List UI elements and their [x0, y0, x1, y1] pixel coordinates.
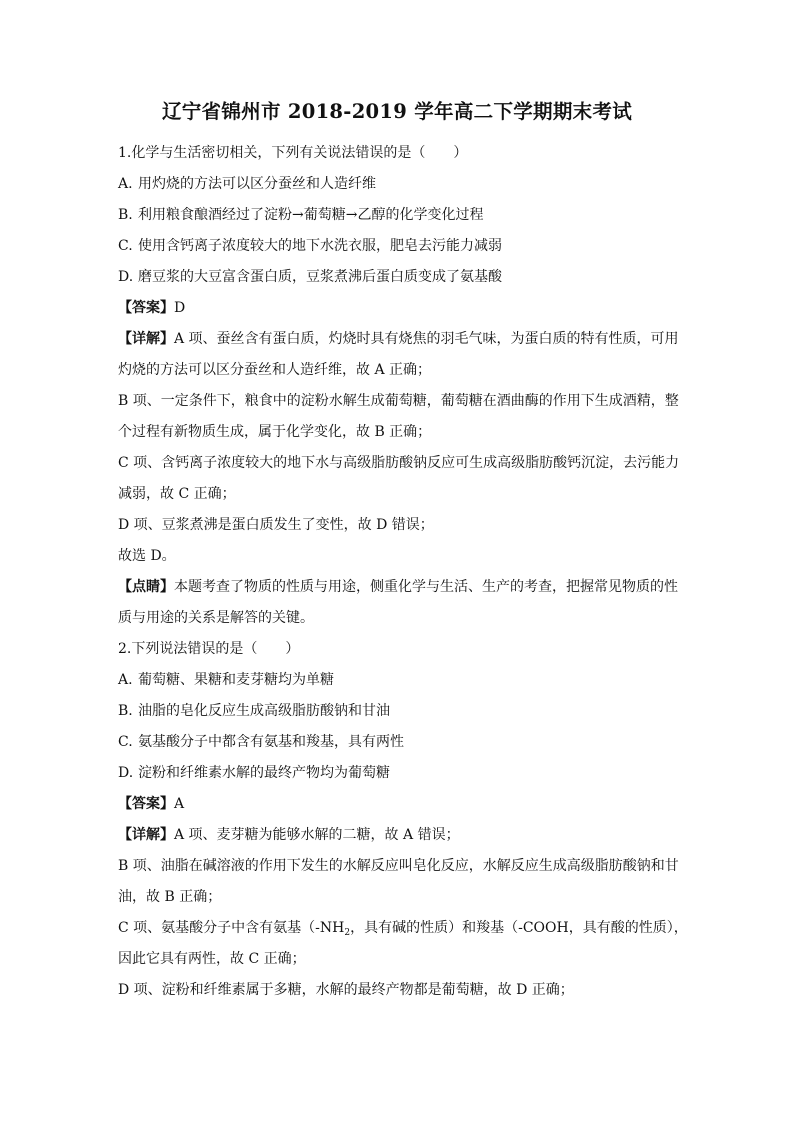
q2-detail-line: 因此它具有两性，故 C 正确；: [118, 951, 306, 967]
q1-comment-line: [118, 572, 676, 603]
q2-option-a-text: 葡萄糖、果糖和麦芽糖均为单糖: [138, 672, 334, 688]
q2-detail-line: D 项、淀粉和纤维素属于多糖，水解的最终产物都是葡萄糖，故 D 正确；: [118, 982, 574, 998]
q2-option-b: [118, 696, 676, 727]
q1-detail-line: 故选 D。: [118, 548, 176, 564]
q1-detail-text: A 项、蚕丝含有蛋白质，灼烧时具有烧焦的羽毛气味，为蛋白质的特有性质，可用: [174, 331, 679, 347]
q2-detail-line: B 项、油脂在碱溶液的作用下发生的水解反应叫皂化反应，水解反应生成高级脂肪酸钠和甘: [118, 858, 679, 874]
q1-comment-text: 本题考查了物质的性质与用途，侧重化学与生活、生产的考查，把握常见物质的性: [174, 579, 678, 595]
q1-detail-tag: 【详解】: [118, 331, 174, 347]
q2-option-a-key: A.: [118, 672, 133, 688]
q1-option-b-text: 利用粮食酿酒经过了淀粉→葡萄糖→乙醇的化学变化过程: [138, 207, 484, 223]
q1-detail-line: 灼烧的方法可以区分蚕丝和人造纤维，故 A 正确；: [118, 362, 432, 378]
q1-comment-line: 质与用途的关系是解答的关键。: [118, 610, 314, 626]
q2-option-d-text: 淀粉和纤维素水解的最终产物均为葡萄糖: [138, 765, 390, 781]
q2-detail-c-post: ，具有碱的性质）和羧基（-COOH，具有酸的性质），: [350, 920, 688, 936]
q1-option-a: [118, 169, 676, 200]
q1-option-a-text: 用灼烧的方法可以区分蚕丝和人造纤维: [138, 176, 376, 192]
q2-detail-line: 油，故 B 正确；: [118, 889, 222, 905]
q1-option-c-key: C.: [118, 238, 133, 254]
q1-comment-tag: 【点睛】: [118, 579, 174, 595]
q2-answer-value: A: [174, 796, 185, 812]
q2-stem: 2.下列说法错误的是（ ）: [118, 641, 300, 657]
q1-detail-line: D 项、豆浆煮沸是蛋白质发生了变性，故 D 错误；: [118, 517, 434, 533]
q2-option-d: [118, 758, 676, 789]
q2-option-d-key: D.: [118, 765, 134, 781]
q2-detail-line: [118, 820, 676, 851]
q2-detail-line: [118, 913, 688, 944]
q1-answer: [118, 293, 676, 324]
q1-detail-line: C 项、含钙离子浓度较大的地下水与高级脂肪酸钠反应可生成高级脂肪酸钙沉淀，去污能力: [118, 455, 680, 471]
q2-option-b-key: B.: [118, 703, 133, 719]
q1-detail-line: 个过程有新物质生成，属于化学变化，故 B 正确；: [118, 424, 432, 440]
q1-stem: 1.化学与生活密切相关，下列有关说法错误的是（ ）: [118, 145, 468, 161]
q1-detail-line: 减弱，故 C 正确；: [118, 486, 236, 502]
q1-detail-line: [118, 324, 679, 355]
q1-option-d-key: D.: [118, 269, 134, 285]
q1-answer-value: D: [174, 300, 186, 316]
q2-option-b-text: 油脂的皂化反应生成高级脂肪酸钠和甘油: [138, 703, 390, 719]
q1-option-b-key: B.: [118, 207, 133, 223]
q1-option-c-text: 使用含钙离子浓度较大的地下水洗衣服，肥皂去污能力减弱: [138, 238, 502, 254]
q2-detail-c-pre: C 项、氨基酸分子中含有氨基（-NH: [118, 920, 345, 936]
q2-answer: [118, 789, 676, 820]
q1-option-b: [118, 200, 676, 231]
q2-answer-tag: 【答案】: [118, 796, 174, 812]
q1-option-a-key: A.: [118, 176, 133, 192]
document-title: 辽宁省锦州市 2018-2019 学年高二下学期期末考试: [161, 100, 633, 123]
q2-detail-c-subscript: 2: [344, 928, 351, 938]
q2-option-c: [118, 727, 676, 758]
q2-detail-text: A 项、麦芽糖为能够水解的二糖，故 A 错误；: [174, 827, 460, 843]
q1-option-d: [118, 262, 676, 293]
q2-option-c-text: 氨基酸分子中都含有氨基和羧基，具有两性: [138, 734, 404, 750]
q1-option-c: [118, 231, 676, 262]
q2-detail-tag: 【详解】: [118, 827, 174, 843]
q1-answer-tag: 【答案】: [118, 300, 174, 316]
q2-option-c-key: C.: [118, 734, 133, 750]
q1-option-d-text: 磨豆浆的大豆富含蛋白质，豆浆煮沸后蛋白质变成了氨基酸: [138, 269, 502, 285]
q2-option-a: [118, 665, 676, 696]
q1-detail-line: B 项、一定条件下，粮食中的淀粉水解生成葡萄糖，葡萄糖在酒曲酶的作用下生成酒精，整: [118, 393, 679, 409]
